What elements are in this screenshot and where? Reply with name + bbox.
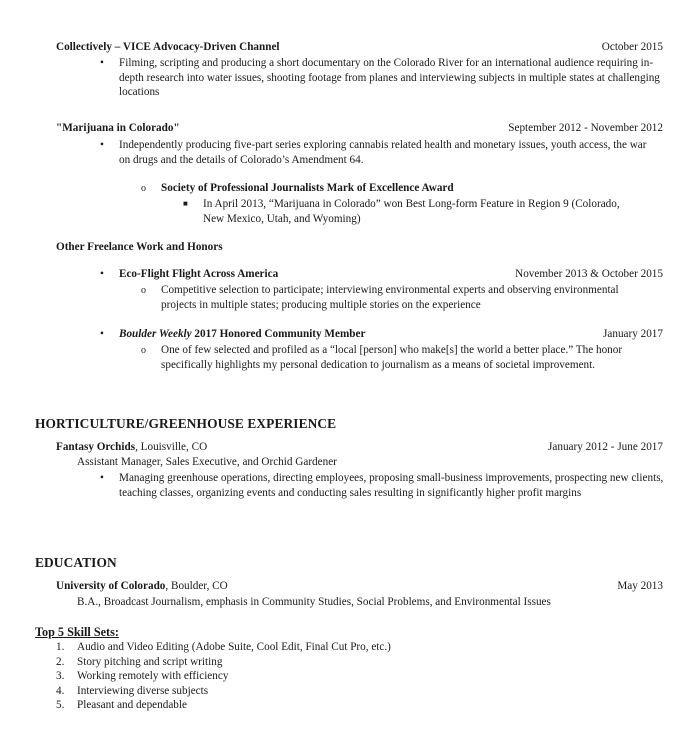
circle-bullet-icon: o — [141, 183, 146, 194]
list-item — [56, 640, 656, 655]
bullet-icon: • — [100, 57, 104, 69]
circle-bullet-icon: o — [141, 285, 146, 296]
skill-number: 5. — [56, 699, 65, 712]
bullet-icon: • — [100, 328, 104, 340]
fantasy-orchids-date: January 2012 - June 2017 — [548, 441, 663, 453]
list-item — [56, 684, 656, 699]
boulder-text: One of few selected and profiled as a “local [person] who make[s] the world a better place.” The honor specifically highlights my personal dedication to journalism as a means of societal improvement. — [161, 344, 623, 371]
education-location: , Boulder, CO — [165, 580, 228, 592]
vice-entry-bullet: Filming, scripting and producing a short documentary on the Colorado River for an international audience requiring in-depth research into water issues, shooting footage from planes and interviewing subjects in multiple states at challenging locations — [119, 57, 660, 99]
skill-text: Working remotely with efficiency — [77, 670, 229, 683]
education-school-line — [56, 579, 228, 594]
list-item — [56, 698, 656, 713]
skills-heading: Top 5 Skill Sets: — [35, 625, 119, 639]
list-item — [56, 655, 656, 670]
marijuana-entry-bullet: Independently producing five-part series exploring cannabis related health and monetary issues, youth access, the war on drugs and the details of Colorado’s Amendment 64. — [119, 139, 647, 166]
skills-list — [56, 640, 656, 713]
boulder-title-rest: 2017 Honored Community Member — [191, 328, 366, 340]
education-header — [0, 579, 700, 594]
vice-entry-header — [0, 40, 700, 55]
skill-text: Audio and Video Editing (Adobe Suite, Cool Edit, Final Cut Pro, etc.) — [77, 641, 391, 653]
horticulture-heading: HORTICULTURE/GREENHOUSE EXPERIENCE — [35, 416, 337, 431]
skill-number: 2. — [56, 655, 65, 668]
education-school: University of Colorado — [56, 580, 166, 592]
skill-number: 1. — [56, 641, 65, 653]
skill-text: Interviewing diverse subjects — [77, 684, 209, 697]
circle-bullet-icon: o — [141, 345, 146, 356]
fantasy-orchids-header — [0, 440, 700, 455]
boulder-header — [0, 327, 700, 342]
bullet-icon: • — [100, 472, 104, 484]
skill-text: Pleasant and dependable — [77, 699, 187, 712]
ecoflight-header — [0, 267, 700, 282]
fantasy-orchids-role: Assistant Manager, Sales Executive, and Orchid Gardener — [77, 456, 337, 468]
fantasy-orchids-employer — [56, 440, 207, 455]
list-item — [56, 669, 656, 684]
education-date: May 2013 — [617, 580, 663, 592]
bullet-icon: • — [100, 139, 104, 151]
fantasy-orchids-name: Fantasy Orchids — [56, 441, 136, 453]
marijuana-entry-date: September 2012 - November 2012 — [508, 122, 663, 134]
award-text: In April 2013, “Marijuana in Colorado” won Best Long-form Feature in Region 9 (Colorado, New Mexico, Utah, and Wyoming) — [203, 198, 620, 225]
bullet-icon: • — [100, 268, 104, 280]
vice-entry-title: Collectively – VICE Advocacy-Driven Channel — [56, 41, 280, 53]
fantasy-orchids-bullet: Managing greenhouse operations, directing employees, proposing small-business improvements, prospecting new clients, teaching classes, organizing events and conducting sales resulting in significantly higher profit margins — [119, 472, 664, 499]
boulder-title — [119, 327, 365, 342]
award-title: Society of Professional Journalists Mark of Excellence Award — [161, 182, 454, 194]
boulder-title-italic: Boulder Weekly — [119, 328, 192, 340]
square-bullet-icon: ■ — [183, 199, 188, 208]
boulder-date: January 2017 — [603, 328, 663, 340]
ecoflight-title: Eco-Flight Flight Across America — [119, 268, 279, 280]
marijuana-entry-header — [0, 121, 700, 136]
freelance-heading: Other Freelance Work and Honors — [56, 241, 223, 253]
skill-text: Story pitching and script writing — [77, 655, 223, 668]
marijuana-entry-title: "Marijuana in Colorado" — [56, 122, 180, 134]
education-degree: B.A., Broadcast Journalism, emphasis in Community Studies, Social Problems, and Environmental Issues — [77, 596, 551, 608]
vice-entry-date: October 2015 — [601, 41, 663, 53]
ecoflight-text: Competitive selection to participate; interviewing environmental experts and observing environmental projects in multiple states; producing multiple stories on the experience — [161, 284, 619, 311]
skill-number: 4. — [56, 684, 65, 697]
fantasy-orchids-location: , Louisville, CO — [135, 441, 208, 453]
education-heading: EDUCATION — [35, 555, 117, 570]
skill-number: 3. — [56, 670, 65, 683]
ecoflight-date: November 2013 & October 2015 — [515, 268, 663, 280]
